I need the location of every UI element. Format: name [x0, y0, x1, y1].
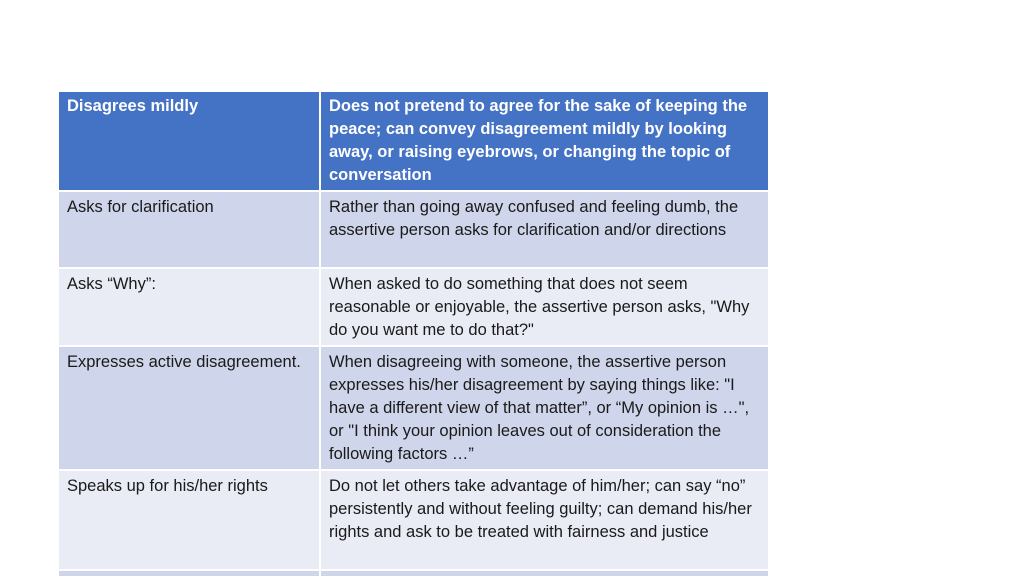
description-cell-cutoff [320, 570, 769, 576]
behavior-cell: Speaks up for his/her rights [58, 470, 320, 570]
behavior-cell: Asks “Why”: [58, 268, 320, 346]
description-cell: When disagreeing with someone, the assertive person expresses his/her disagreement by saying things like: "I have a different view of that matter”, or “My opinion is …", or "I think your opinion leaves out of consideration the following factors …” [320, 346, 769, 470]
description-cell: Rather than going away confused and feeling dumb, the assertive person asks for clarification and/or directions [320, 191, 769, 268]
assertive-behaviors-table [57, 90, 770, 576]
table-row [58, 268, 769, 346]
table-row [58, 191, 769, 268]
table-row [58, 346, 769, 470]
description-cell: Do not let others take advantage of him/her; can say “no” persistently and without feeling guilty; can demand his/her rights and ask to be treated with fairness and justice [320, 470, 769, 570]
behavior-cell: Asks for clarification [58, 191, 320, 268]
description-cell: When asked to do something that does not seem reasonable or enjoyable, the assertive person asks, "Why do you want me to do that?" [320, 268, 769, 346]
table-row-cutoff [58, 570, 769, 576]
header-description-cell: Does not pretend to agree for the sake of keeping the peace; can convey disagreement mildly by looking away, or raising eyebrows, or changing the topic of conversation [320, 91, 769, 191]
behavior-cell: Expresses active disagreement. [58, 346, 320, 470]
table-header-row [58, 91, 769, 191]
header-behavior-cell: Disagrees mildly [58, 91, 320, 191]
table-row [58, 470, 769, 570]
behavior-cell-cutoff [58, 570, 320, 576]
